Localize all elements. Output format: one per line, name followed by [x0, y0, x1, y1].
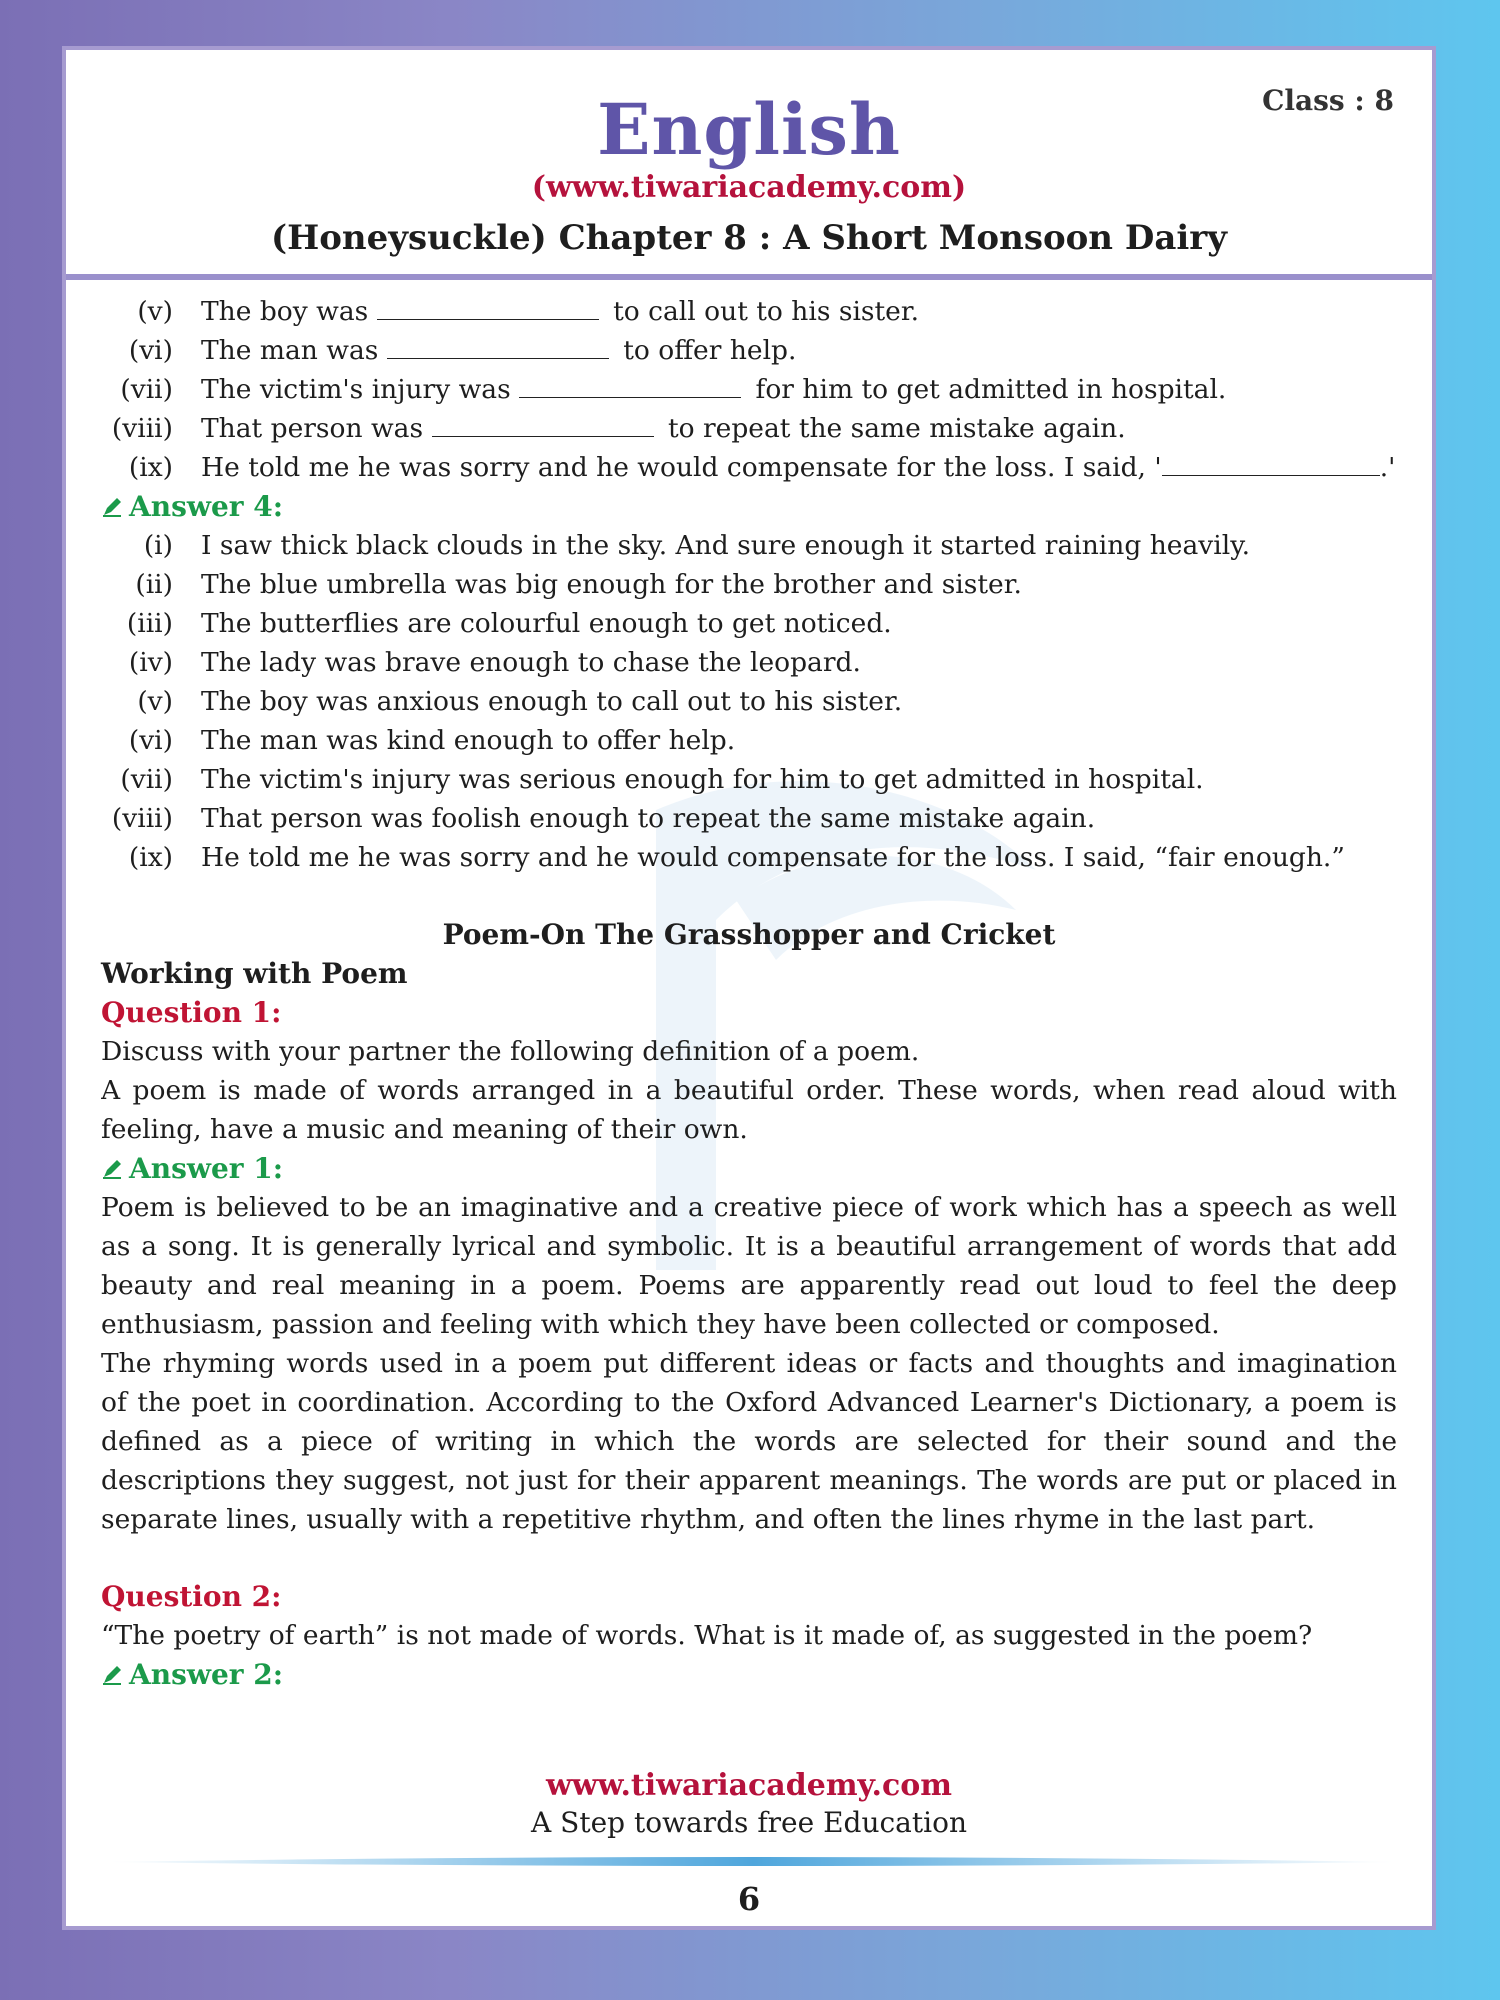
- working-heading: Working with Poem: [101, 957, 408, 990]
- question-1-text: A poem is made of words arranged in a beautiful order. These words, when read aloud with: [101, 1075, 1397, 1106]
- question-2-text: “The poetry of earth” is not made of words. What is it made of, as suggested in the poem?: [101, 1620, 1313, 1651]
- answer-label: Answer 2:: [129, 1658, 284, 1691]
- page-title: English: [597, 88, 901, 171]
- pen-icon: [101, 1158, 123, 1180]
- exercise-item: [101, 448, 1397, 487]
- answer-4-heading: [101, 487, 1397, 526]
- exercise-item: [101, 370, 1397, 409]
- item-number: (viii): [111, 413, 173, 444]
- blank-line: [1162, 449, 1380, 476]
- item-text: The victim's injury was serious enough for him to get admitted in hospital.: [201, 764, 1204, 795]
- item-text: The boy was: [201, 296, 369, 327]
- spacer: [101, 1539, 1397, 1577]
- answer-item: [101, 682, 1397, 721]
- item-number: (vii): [120, 374, 173, 405]
- exercise-item: [101, 409, 1397, 448]
- item-number: (vi): [128, 335, 173, 366]
- item-text: to repeat the same mistake again.: [667, 413, 1126, 444]
- answer-1-text: defined as a piece of writing in which the words are selected for their sound and the: [101, 1426, 1397, 1457]
- item-text: to call out to his sister.: [613, 296, 920, 327]
- answer-1-text: descriptions they suggest, not just for their apparent meanings. The words are put or placed in: [101, 1465, 1397, 1496]
- answer-1-text: Poem is believed to be an imaginative and a creative piece of work which has a speech as well: [101, 1192, 1397, 1223]
- item-number: (ix): [128, 842, 173, 873]
- answer-label: Answer 1:: [129, 1152, 284, 1185]
- item-number: (v): [137, 686, 173, 717]
- item-number: (ii): [135, 569, 173, 600]
- item-text: He told me he was sorry and he would compensate for the loss. I said, “fair enough.”: [201, 842, 1345, 873]
- pen-icon: [101, 1664, 123, 1686]
- answer-1-text: enthusiasm, passion and feeling with which they have been collected or composed.: [101, 1309, 1220, 1340]
- item-text: to offer help.: [623, 335, 797, 366]
- item-text: I saw thick black clouds in the sky. And sure enough it started raining heavily.: [201, 530, 1251, 561]
- item-text: The lady was brave enough to chase the leopard.: [201, 647, 861, 678]
- question-1-label: Question 1:: [101, 996, 282, 1029]
- item-text: That person was: [201, 413, 424, 444]
- footer-tagline: A Step towards free Education: [531, 1806, 967, 1839]
- item-text: for him to get admitted in hospital.: [755, 374, 1227, 405]
- item-text: The victim's injury was: [201, 374, 511, 405]
- blank-line: [387, 332, 609, 359]
- item-text: The man was kind enough to offer help.: [201, 725, 736, 756]
- exercise-item: [101, 292, 1397, 331]
- page-number: 6: [737, 1880, 761, 1918]
- chapter-title: (Honeysuckle) Chapter 8 : A Short Monsoon Dairy: [271, 218, 1227, 258]
- answer-1-text: of the poet in coordination. According to the Oxford Advanced Learner's Dictionary, a poem is: [101, 1387, 1397, 1418]
- spacer: [101, 877, 1397, 915]
- item-text: The blue umbrella was big enough for the brother and sister.: [201, 569, 1022, 600]
- item-number: (iv): [128, 647, 173, 678]
- item-number: (i): [143, 530, 173, 561]
- item-text: The boy was anxious enough to call out to his sister.: [201, 686, 903, 717]
- answer-item: [101, 721, 1397, 760]
- header-website: (www.tiwariacademy.com): [531, 170, 967, 205]
- answer-item: [101, 526, 1397, 565]
- answer-item: [101, 799, 1397, 838]
- answer-item: [101, 565, 1397, 604]
- item-number: (v): [137, 296, 173, 327]
- page: [62, 46, 1436, 1930]
- item-text: The butterflies are colourful enough to get noticed.: [201, 608, 892, 639]
- page-header: [66, 50, 1432, 280]
- footer-website[interactable]: www.tiwariacademy.com: [545, 1768, 953, 1803]
- answer-1-text: The rhyming words used in a poem put different ideas or facts and thoughts and imagination: [101, 1348, 1397, 1379]
- blank-line: [432, 410, 654, 437]
- exercise-item: [101, 331, 1397, 370]
- item-number: (vii): [120, 764, 173, 795]
- item-text: The man was: [201, 335, 379, 366]
- blank-line: [519, 371, 741, 398]
- answer-1-text: as a song. It is generally lyrical and symbolic. It is a beautiful arrangement of words that add: [101, 1231, 1397, 1262]
- answer-item: [101, 760, 1397, 799]
- item-text: He told me he was sorry and he would compensate for the loss. I said, ': [201, 452, 1162, 483]
- item-number: (viii): [111, 803, 173, 834]
- answer-1-heading: [101, 1149, 1397, 1188]
- item-number: (ix): [128, 452, 173, 483]
- item-number: (vi): [128, 725, 173, 756]
- answer-item: [101, 604, 1397, 643]
- answer-item: [101, 643, 1397, 682]
- class-label: Class : 8: [1262, 84, 1394, 117]
- answer-1-text: separate lines, usually with a repetitive rhythm, and often the lines rhyme in the last part.: [101, 1504, 1316, 1535]
- answer-item: [101, 838, 1397, 877]
- footer-divider: [106, 1856, 1400, 1868]
- item-number: (iii): [126, 608, 173, 639]
- answer-2-heading: [101, 1655, 1397, 1694]
- content: [101, 292, 1397, 1694]
- header-divider: [66, 274, 1432, 280]
- question-2-label: Question 2:: [101, 1580, 282, 1613]
- answer-1-text: beauty and real meaning in a poem. Poems are apparently read out loud to feel the deep: [101, 1270, 1397, 1301]
- question-1-text: Discuss with your partner the following definition of a poem.: [101, 1036, 920, 1067]
- question-1-text: feeling, have a music and meaning of their own.: [101, 1114, 748, 1145]
- pen-icon: [101, 496, 123, 518]
- item-text: .': [1379, 452, 1396, 483]
- blank-line: [377, 293, 599, 320]
- item-text: That person was foolish enough to repeat the same mistake again.: [201, 803, 1096, 834]
- answer-label: Answer 4:: [129, 490, 284, 523]
- poem-heading: Poem-On The Grasshopper and Cricket: [442, 918, 1056, 951]
